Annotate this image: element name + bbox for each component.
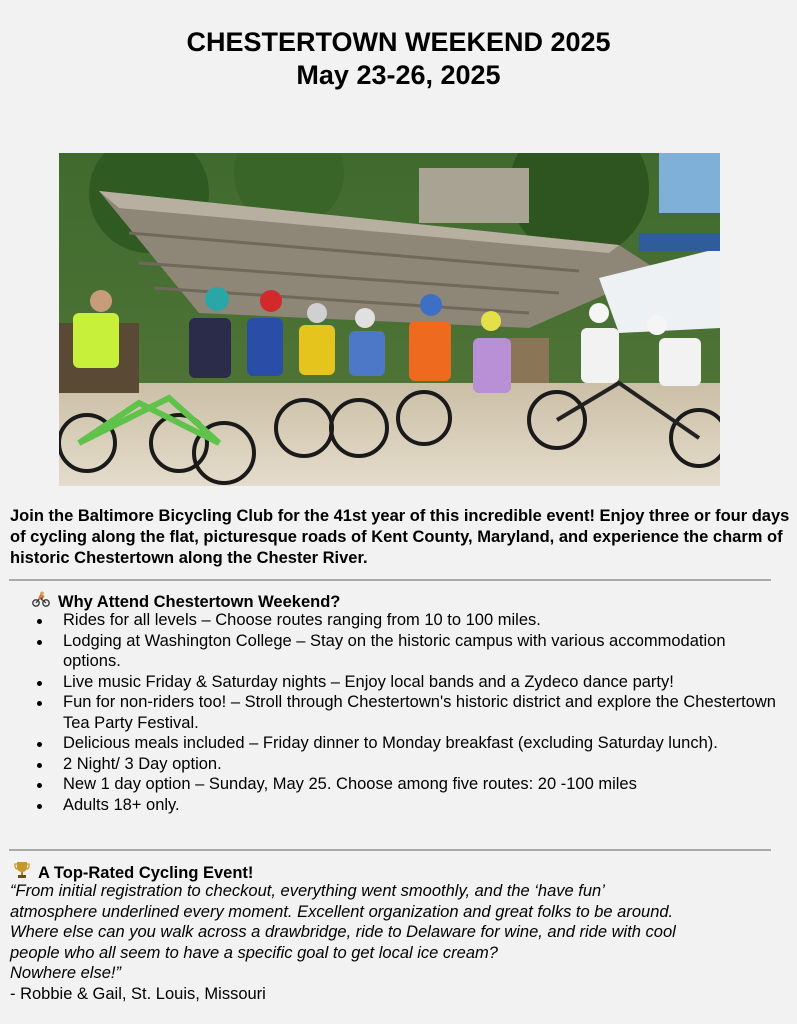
why-attend-heading-text: Why Attend Chestertown Weekend? (58, 592, 341, 611)
quote-line: atmosphere underlined every moment. Excellent organization and great folks to be around. (10, 902, 674, 921)
list-item: Fun for non-riders too! – Stroll through Chestertown's historic district and explore the Chestertown Tea Party Festival. (36, 692, 776, 733)
list-item: 2 Night/ 3 Day option. (36, 754, 776, 775)
quote-line: Nowhere else!” (10, 964, 121, 982)
list-item: Lodging at Washington College – Stay on the historic campus with various accommodation options. (36, 631, 776, 672)
page-title (0, 26, 797, 92)
group-photo (59, 153, 720, 486)
testimonial-quote (10, 881, 790, 984)
divider-top (9, 579, 771, 581)
list-item: Delicious meals included – Friday dinner to Monday breakfast (excluding Saturday lunch). (36, 733, 776, 754)
quote-line: people who all seem to have a specific goal to get local ice cream? (10, 943, 498, 962)
event-dates: May 23-26, 2025 (296, 60, 501, 90)
quote-line: Where else can you walk across a drawbridge, ride to Delaware for wine, and ride with cool (10, 923, 676, 941)
reasons-list (36, 610, 776, 815)
testimonial-attribution: - Robbie & Gail, St. Louis, Missouri (10, 985, 266, 1003)
quote-line: “From initial registration to checkout, everything went smoothly, and the ‘have fun’ (10, 882, 605, 900)
divider-bottom (9, 849, 771, 851)
list-item: New 1 day option – Sunday, May 25. Choose among five routes: 20 -100 miles (36, 774, 776, 795)
event-title: CHESTERTOWN WEEKEND 2025 (186, 27, 611, 57)
cyclist-icon (32, 591, 50, 612)
list-item: Live music Friday & Saturday nights – Enjoy local bands and a Zydeco dance party! (36, 672, 776, 693)
top-rated-heading-text: A Top-Rated Cycling Event! (38, 863, 254, 882)
list-item: Adults 18+ only. (36, 795, 776, 816)
intro-paragraph: Join the Baltimore Bicycling Club for the 41st year of this incredible event! Enjoy three or four days of cycling along the flat, picturesque roads of Kent County, Maryland, and experience the charm of historic Chestertown along the Chester River. (10, 507, 790, 567)
list-item: Rides for all levels – Choose routes ranging from 10 to 100 miles. (36, 610, 776, 631)
why-attend-heading (32, 591, 340, 612)
